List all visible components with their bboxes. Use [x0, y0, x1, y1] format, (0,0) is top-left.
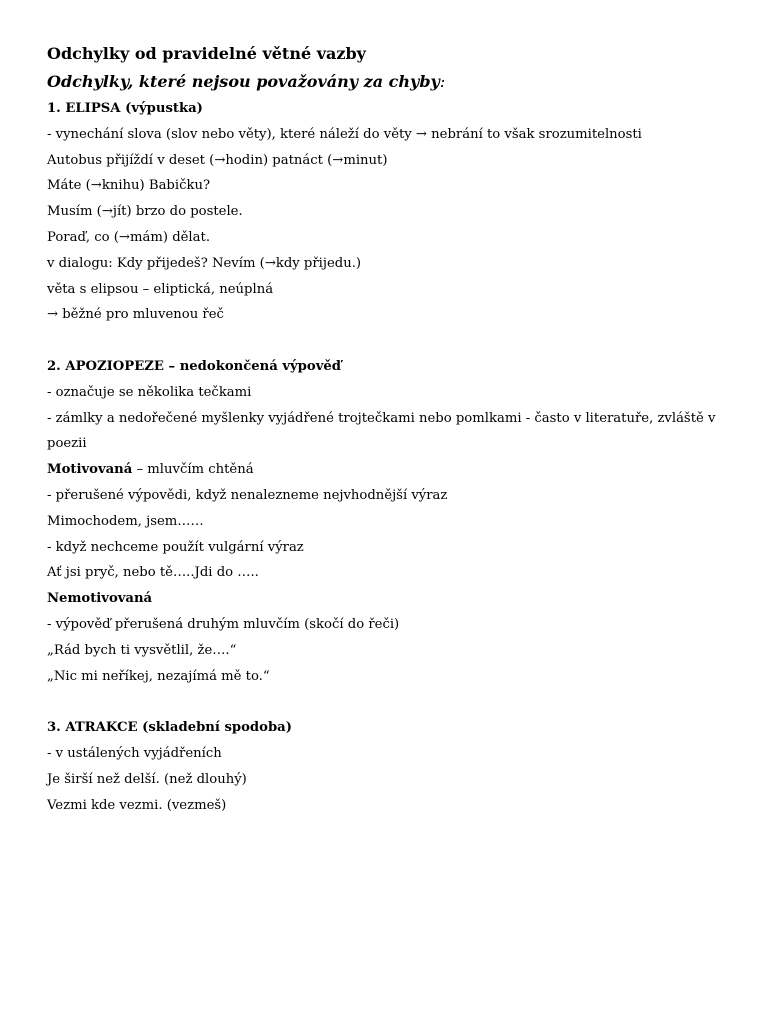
section-heading: 3. ATRAKCE (skladební spodoba)	[47, 720, 292, 736]
spacer	[47, 689, 727, 715]
text-line: → běžné pro mluvenou řeč	[47, 307, 224, 323]
subtitle-colon: :	[439, 72, 446, 91]
section-heading: 2. APOZIOPEZE – nedokončená výpověď	[47, 358, 341, 374]
document-subtitle	[47, 70, 727, 94]
subheading-motivovana	[47, 457, 727, 483]
section-elipsa	[47, 96, 727, 328]
example-line: Mimochodem, jsem……	[47, 513, 204, 529]
example-line: Poraď, co (→mám) dělat.	[47, 229, 211, 245]
subheading-label: Motivovaná	[47, 462, 133, 478]
example-line: Vezmi kde vezmi. (vezmeš)	[47, 797, 227, 813]
spacer	[47, 328, 727, 354]
example-line: Je širší než delší. (než dlouhý)	[47, 771, 247, 787]
text-line: - zámlky a nedořečené myšlenky vyjádřené trojtečkami nebo pomlkami - často v literatuře, zvláště v poezii	[47, 410, 716, 452]
section-atrakce	[47, 715, 727, 818]
section-heading: 1. ELIPSA (výpustka)	[47, 101, 203, 116]
subheading-nemotivovana: Nemotivovaná	[47, 591, 153, 607]
subheading-rest: – mluvčím chtěná	[132, 462, 254, 478]
subtitle-text: Odchylky, které nejsou považovány za chyby	[47, 72, 440, 91]
example-line: v dialogu: Kdy přijedeš? Nevím (→kdy přijedu.)	[47, 255, 362, 271]
text-line: - výpověď přerušená druhým mluvčím (skočí do řeči)	[47, 616, 400, 632]
text-line: - v ustálených vyjádřeních	[47, 745, 222, 761]
example-line: Autobus přijíždí v deset (→hodin) patnáct (→minut)	[47, 152, 388, 168]
text-line: - vynechání slova (slov nebo věty), které náleží do věty → nebrání to však srozumitelnosti	[47, 126, 642, 142]
document-title: Odchylky od pravidelné větné vazby	[47, 44, 366, 63]
section-apoziopeze	[47, 354, 727, 689]
text-line: - přerušené výpovědi, když nenalezneme nejvhodnější výraz	[47, 487, 448, 503]
example-line: „Nic mi neříkej, nezajímá mě to.“	[47, 668, 270, 684]
text-line: - když nechceme použít vulgární výraz	[47, 539, 304, 555]
example-line: „Rád bych ti vysvětlil, že….“	[47, 642, 237, 658]
document-page	[47, 42, 727, 818]
example-line: Ať jsi pryč, nebo tě…..Jdi do …..	[47, 565, 259, 581]
text-line: věta s elipsou – eliptická, neúplná	[47, 281, 274, 297]
example-line: Máte (→knihu) Babičku?	[47, 178, 211, 194]
example-line: Musím (→jít) brzo do postele.	[47, 204, 243, 220]
text-line: - označuje se několika tečkami	[47, 384, 252, 400]
